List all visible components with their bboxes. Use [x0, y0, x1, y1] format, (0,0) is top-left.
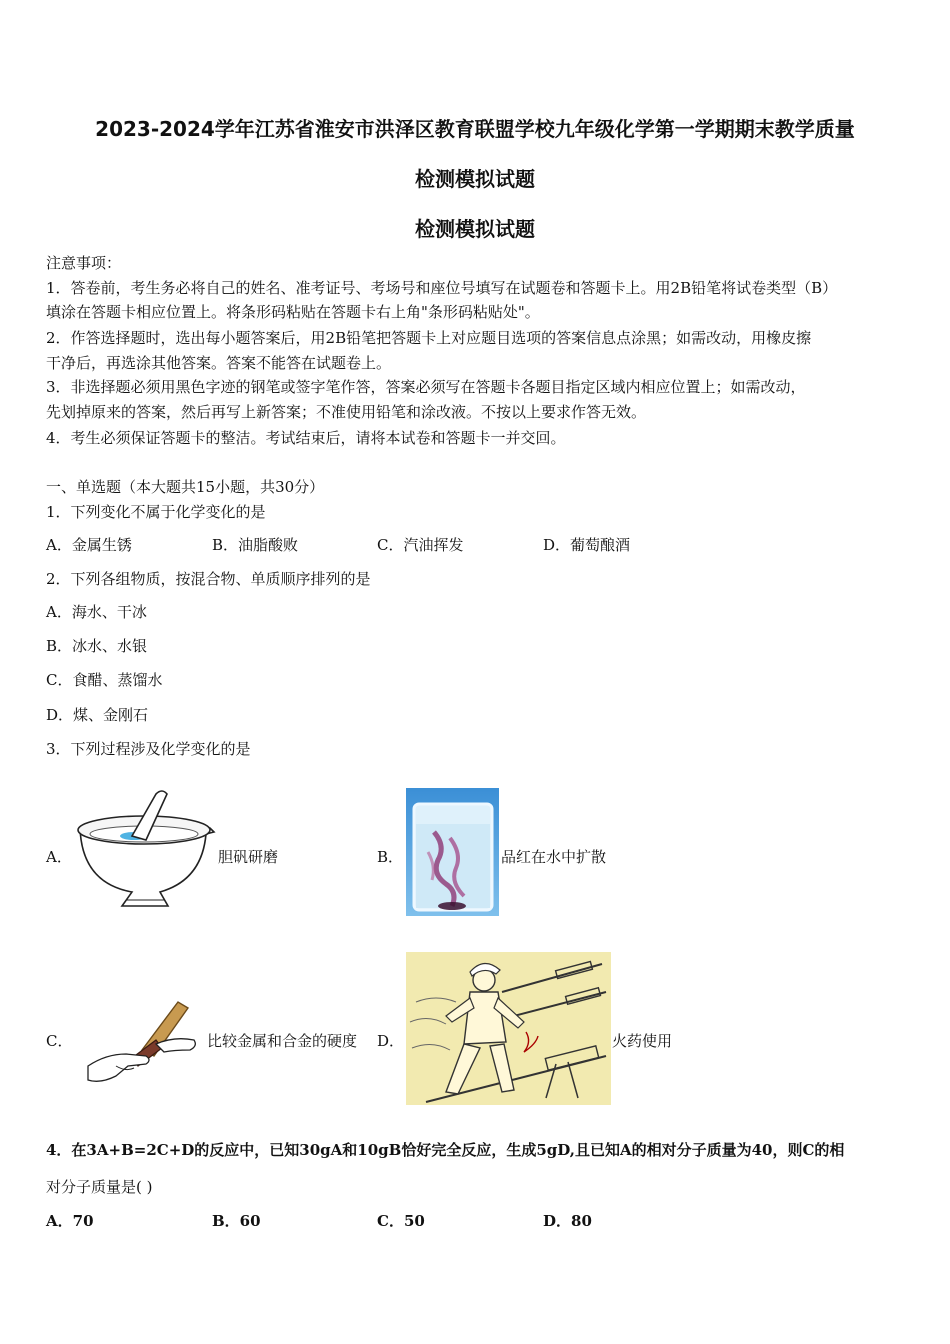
notes-line: 4．考生必须保证答题卡的整洁。考试结束后，请将本试卷和答题卡一并交回。: [46, 429, 566, 447]
q3-option-c-letter: C．: [46, 1032, 73, 1050]
notes-line: 先划掉原来的答案，然后再写上新答案；不准使用铅笔和涂改液。不按以上要求作答无效。: [46, 403, 647, 421]
q3-option-b-caption: 品红在水中扩散: [501, 848, 607, 866]
notes-line: 干净后，再选涂其他答案。答案不能答在试题卷上。: [46, 354, 392, 372]
q3-option-d-letter: D．: [377, 1032, 405, 1050]
question-4-stem-line2: 对分子质量是( ): [46, 1178, 153, 1196]
page-title-line2: 检测模拟试题: [415, 167, 535, 191]
question-4-stem-line1: 4．在3A+B=2C+D的反应中，已知30gA和10gB恰好完全反应，生成5gD,且已知A的相对分子质量为40，则C的相: [46, 1141, 845, 1159]
q1-option-c: C．汽油挥发: [377, 536, 464, 554]
q4-option-c: C．50: [377, 1212, 425, 1230]
q3-option-a-caption: 胆矾研磨: [218, 848, 279, 866]
q2-option-b: B．冰水、水银: [46, 637, 148, 655]
question-2-stem: 2．下列各组物质，按混合物、单质顺序排列的是: [46, 570, 371, 588]
q3-option-b-letter: B．: [377, 848, 404, 866]
notes-line: 填涂在答题卡相应位置上。将条形码粘贴在答题卡右上角"条形码粘贴处"。: [46, 303, 540, 321]
metal-scratch-image: [86, 996, 200, 1086]
q3-option-c-caption: 比较金属和合金的硬度: [207, 1032, 358, 1050]
notes-line: 2．作答选择题时，选出每小题答案后，用2B铅笔把答题卡上对应题目选项的答案信息点涂黑；如需改动，用橡皮擦: [46, 329, 812, 347]
notes-line: 3．非选择题必须用黑色字迹的钢笔或签字笔作答，答案必须写在答题卡各题目指定区域内相应位置上；如需改动，: [46, 378, 806, 396]
page-subtitle: 检测模拟试题: [415, 217, 535, 241]
mortar-pestle-image: [72, 788, 216, 912]
notes-heading: 注意事项：: [46, 254, 122, 272]
gunpowder-illustration: [406, 952, 611, 1105]
question-3-stem: 3．下列过程涉及化学变化的是: [46, 740, 251, 758]
q1-option-b: B．油脂酸败: [212, 536, 299, 554]
q3-option-d-caption: 火药使用: [612, 1032, 673, 1050]
beaker-dye-image: [406, 788, 499, 916]
q4-option-b: B．60: [212, 1212, 261, 1230]
q4-option-d: D．80: [543, 1212, 592, 1230]
section-heading: 一、单选题（本大题共15小题，共30分）: [46, 478, 325, 496]
q2-option-c: C．食醋、蒸馏水: [46, 671, 163, 689]
q3-option-a-letter: A．: [46, 848, 72, 866]
q4-option-a: A．70: [46, 1212, 94, 1230]
question-1-stem: 1．下列变化不属于化学变化的是: [46, 503, 266, 521]
q2-option-a: A．海水、干冰: [46, 603, 147, 621]
q1-option-a: A．金属生锈: [46, 536, 132, 554]
notes-line: 1．答卷前，考生务必将自己的姓名、准考证号、考场号和座位号填写在试题卷和答题卡上。用2B铅笔将试卷类型（B）: [46, 279, 838, 297]
q2-option-d: D．煤、金刚石: [46, 706, 149, 724]
q1-option-d: D．葡萄酿酒: [543, 536, 631, 554]
page-title-line1: 2023-2024学年江苏省淮安市洪泽区教育联盟学校九年级化学第一学期期末教学质量: [95, 117, 855, 141]
